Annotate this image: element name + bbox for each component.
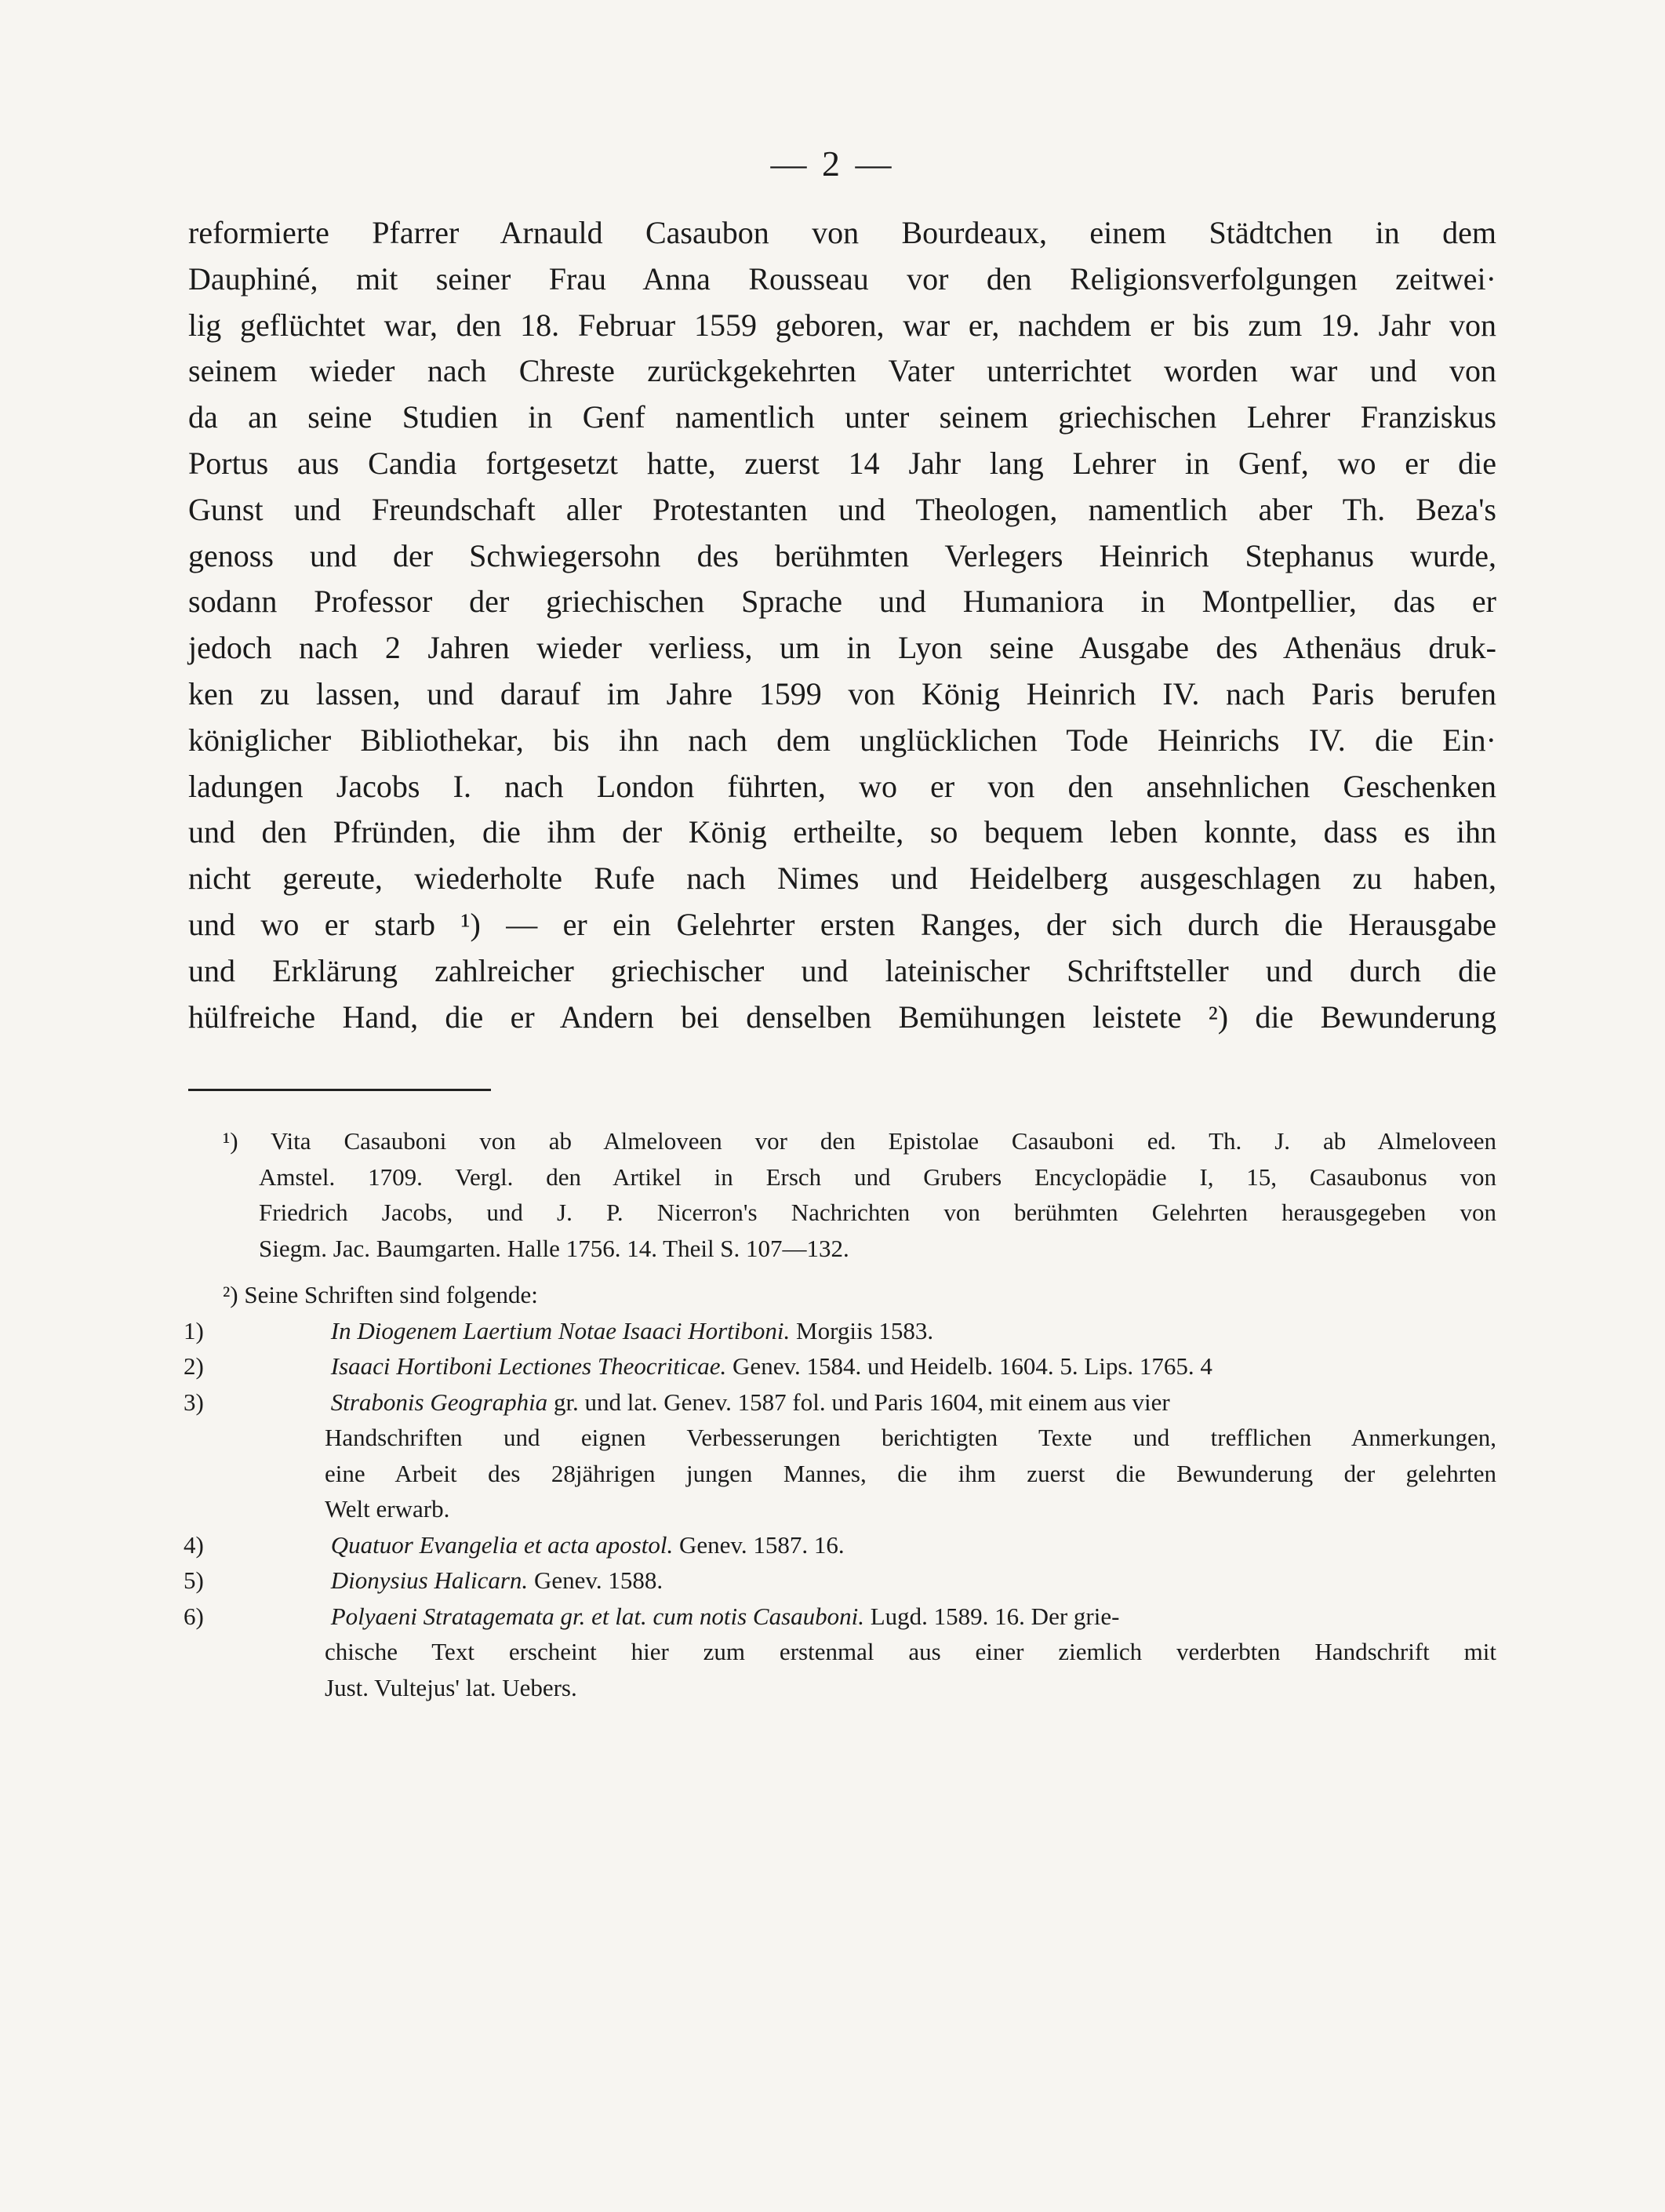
footnotes	[184, 1123, 1496, 1705]
footnote-divider	[188, 1089, 491, 1091]
work-title: Polyaeni Stratagemata gr. et lat. cum notis Casauboni.	[330, 1602, 864, 1630]
main-line-14: und den Pfründen, die ihm der König ertheilte, so bequem leben konnte, dass es ihn	[188, 814, 1496, 850]
footnote-1-line-4: Siegm. Jac. Baumgarten. Halle 1756. 14. Theil S. 107—132.	[259, 1234, 849, 1262]
main-line-3: lig geflüchtet war, den 18. Februar 1559 geboren, war er, nachdem er bis zum 19. Jahr von	[188, 307, 1496, 343]
works-item-1: 1) In Diogenem Laertium Notae Isaaci Hortiboni. Morgiis 1583.	[184, 1316, 934, 1344]
works-item-6: 6) Polyaeni Stratagemata gr. et lat. cum notis Casauboni. Lugd. 1589. 16. Der grie- chische Text erscheint hier zum erstenmal aus einer ziemlich verderbten Handschrift mit Just. Vultejus' lat. Uebers.	[184, 1602, 1496, 1701]
main-line-16: und wo er starb ¹) — er ein Gelehrter ersten Ranges, der sich durch die Herausgabe	[188, 906, 1496, 942]
main-line-4: seinem wieder nach Chreste zurückgekehrten Vater unterrichtet worden war und von	[188, 353, 1496, 389]
main-line-6: Portus aus Candia fortgesetzt hatte, zuerst 14 Jahr lang Lehrer in Genf, wo er die	[188, 445, 1496, 481]
main-line-13: ladungen Jacobs I. nach London führten, wo er von den ansehnlichen Geschenken	[188, 768, 1496, 804]
main-line-10: jedoch nach 2 Jahren wieder verliess, um in Lyon seine Ausgabe des Athenäus druk-	[188, 630, 1496, 666]
main-line-8: genoss und der Schwiegersohn des berühmten Verlegers Heinrich Stephanus wurde,	[188, 537, 1496, 573]
main-line-12: königlicher Bibliothekar, bis ihn nach dem unglücklichen Tode Heinrichs IV. die Ein·	[188, 722, 1496, 758]
main-line-1: reformierte Pfarrer Arnauld Casaubon von Bourdeaux, einem Städtchen in dem	[188, 215, 1496, 250]
footnote-1-line-2: Amstel. 1709. Vergl. den Artikel in Ersch und Grubers Encyclopädie I, 15, Casaubonus von	[259, 1162, 1496, 1191]
main-line-17: und Erklärung zahlreicher griechischer und lateinischer Schriftsteller und durch die	[188, 952, 1496, 988]
works-item-3: 3) Strabonis Geographia gr. und lat. Genev. 1587 fol. und Paris 1604, mit einem aus vier Handschriften und eignen Verbesserungen berichtigten Texte und trefflichen Anmerkungen, eine Arbeit des 28jährigen jungen Mannes, die ihm zuerst die Bewunderung der gelehrten Welt erwarb.	[184, 1388, 1496, 1523]
footnote-2	[184, 1277, 1496, 1705]
work-title: Dionysius Halicarn.	[330, 1566, 529, 1594]
work-title: Isaaci Hortiboni Lectiones Theocriticae.	[330, 1352, 727, 1380]
main-line-11: ken zu lassen, und darauf im Jahre 1599 von König Heinrich IV. nach Paris berufen	[188, 675, 1496, 711]
work-title: Strabonis Geographia	[330, 1388, 548, 1416]
work-title: Quatuor Evangelia et acta apostol.	[330, 1530, 674, 1559]
main-line-15: nicht gereute, wiederholte Rufe nach Nimes und Heidelberg ausgeschlagen zu haben,	[188, 860, 1496, 897]
footnote-1-line-3: Friedrich Jacobs, und J. P. Nicerron's Nachrichten von berühmten Gelehrten herausgegeben von	[259, 1199, 1496, 1226]
main-line-9: sodann Professor der griechischen Sprache und Humaniora in Montpellier, das er	[188, 584, 1496, 620]
main-line-5: da an seine Studien in Genf namentlich unter seinem griechischen Lehrer Franziskus	[188, 399, 1496, 435]
footnote-2-intro: ²) Seine Schriften sind folgende:	[223, 1281, 538, 1308]
main-text-block	[188, 210, 1496, 1040]
footnote-1-marker: ¹)	[223, 1127, 238, 1155]
main-line-18: hülfreiche Hand, die er Andern bei denselben Bemühungen leistete ²) die Bewunderung	[188, 999, 1496, 1035]
work-title: In Diogenem Laertium Notae Isaaci Hortiboni.	[330, 1316, 791, 1344]
page-number: — 2 —	[770, 144, 895, 184]
footnote-2-marker: ²)	[223, 1281, 238, 1308]
works-item-4: 4) Quatuor Evangelia et acta apostol. Genev. 1587. 16.	[184, 1530, 845, 1559]
works-item-2: 2) Isaaci Hortiboni Lectiones Theocriticae. Genev. 1584. und Heidelb. 1604. 5. Lips. 1765. 4	[184, 1352, 1212, 1380]
main-line-2: Dauphiné, mit seiner Frau Anna Rousseau vor den Religionsverfolgungen zeitwei·	[188, 260, 1496, 297]
footnote-1	[188, 1123, 1496, 1266]
footnote-1-line-1: ¹) Vita Casauboni von ab Almeloveen vor den Epistolae Casauboni ed. Th. J. ab Almeloveen	[223, 1127, 1496, 1155]
main-line-7: Gunst und Freundschaft aller Protestanten und Theologen, namentlich aber Th. Beza's	[188, 491, 1496, 527]
works-item-5: 5) Dionysius Halicarn. Genev. 1588.	[184, 1566, 663, 1594]
